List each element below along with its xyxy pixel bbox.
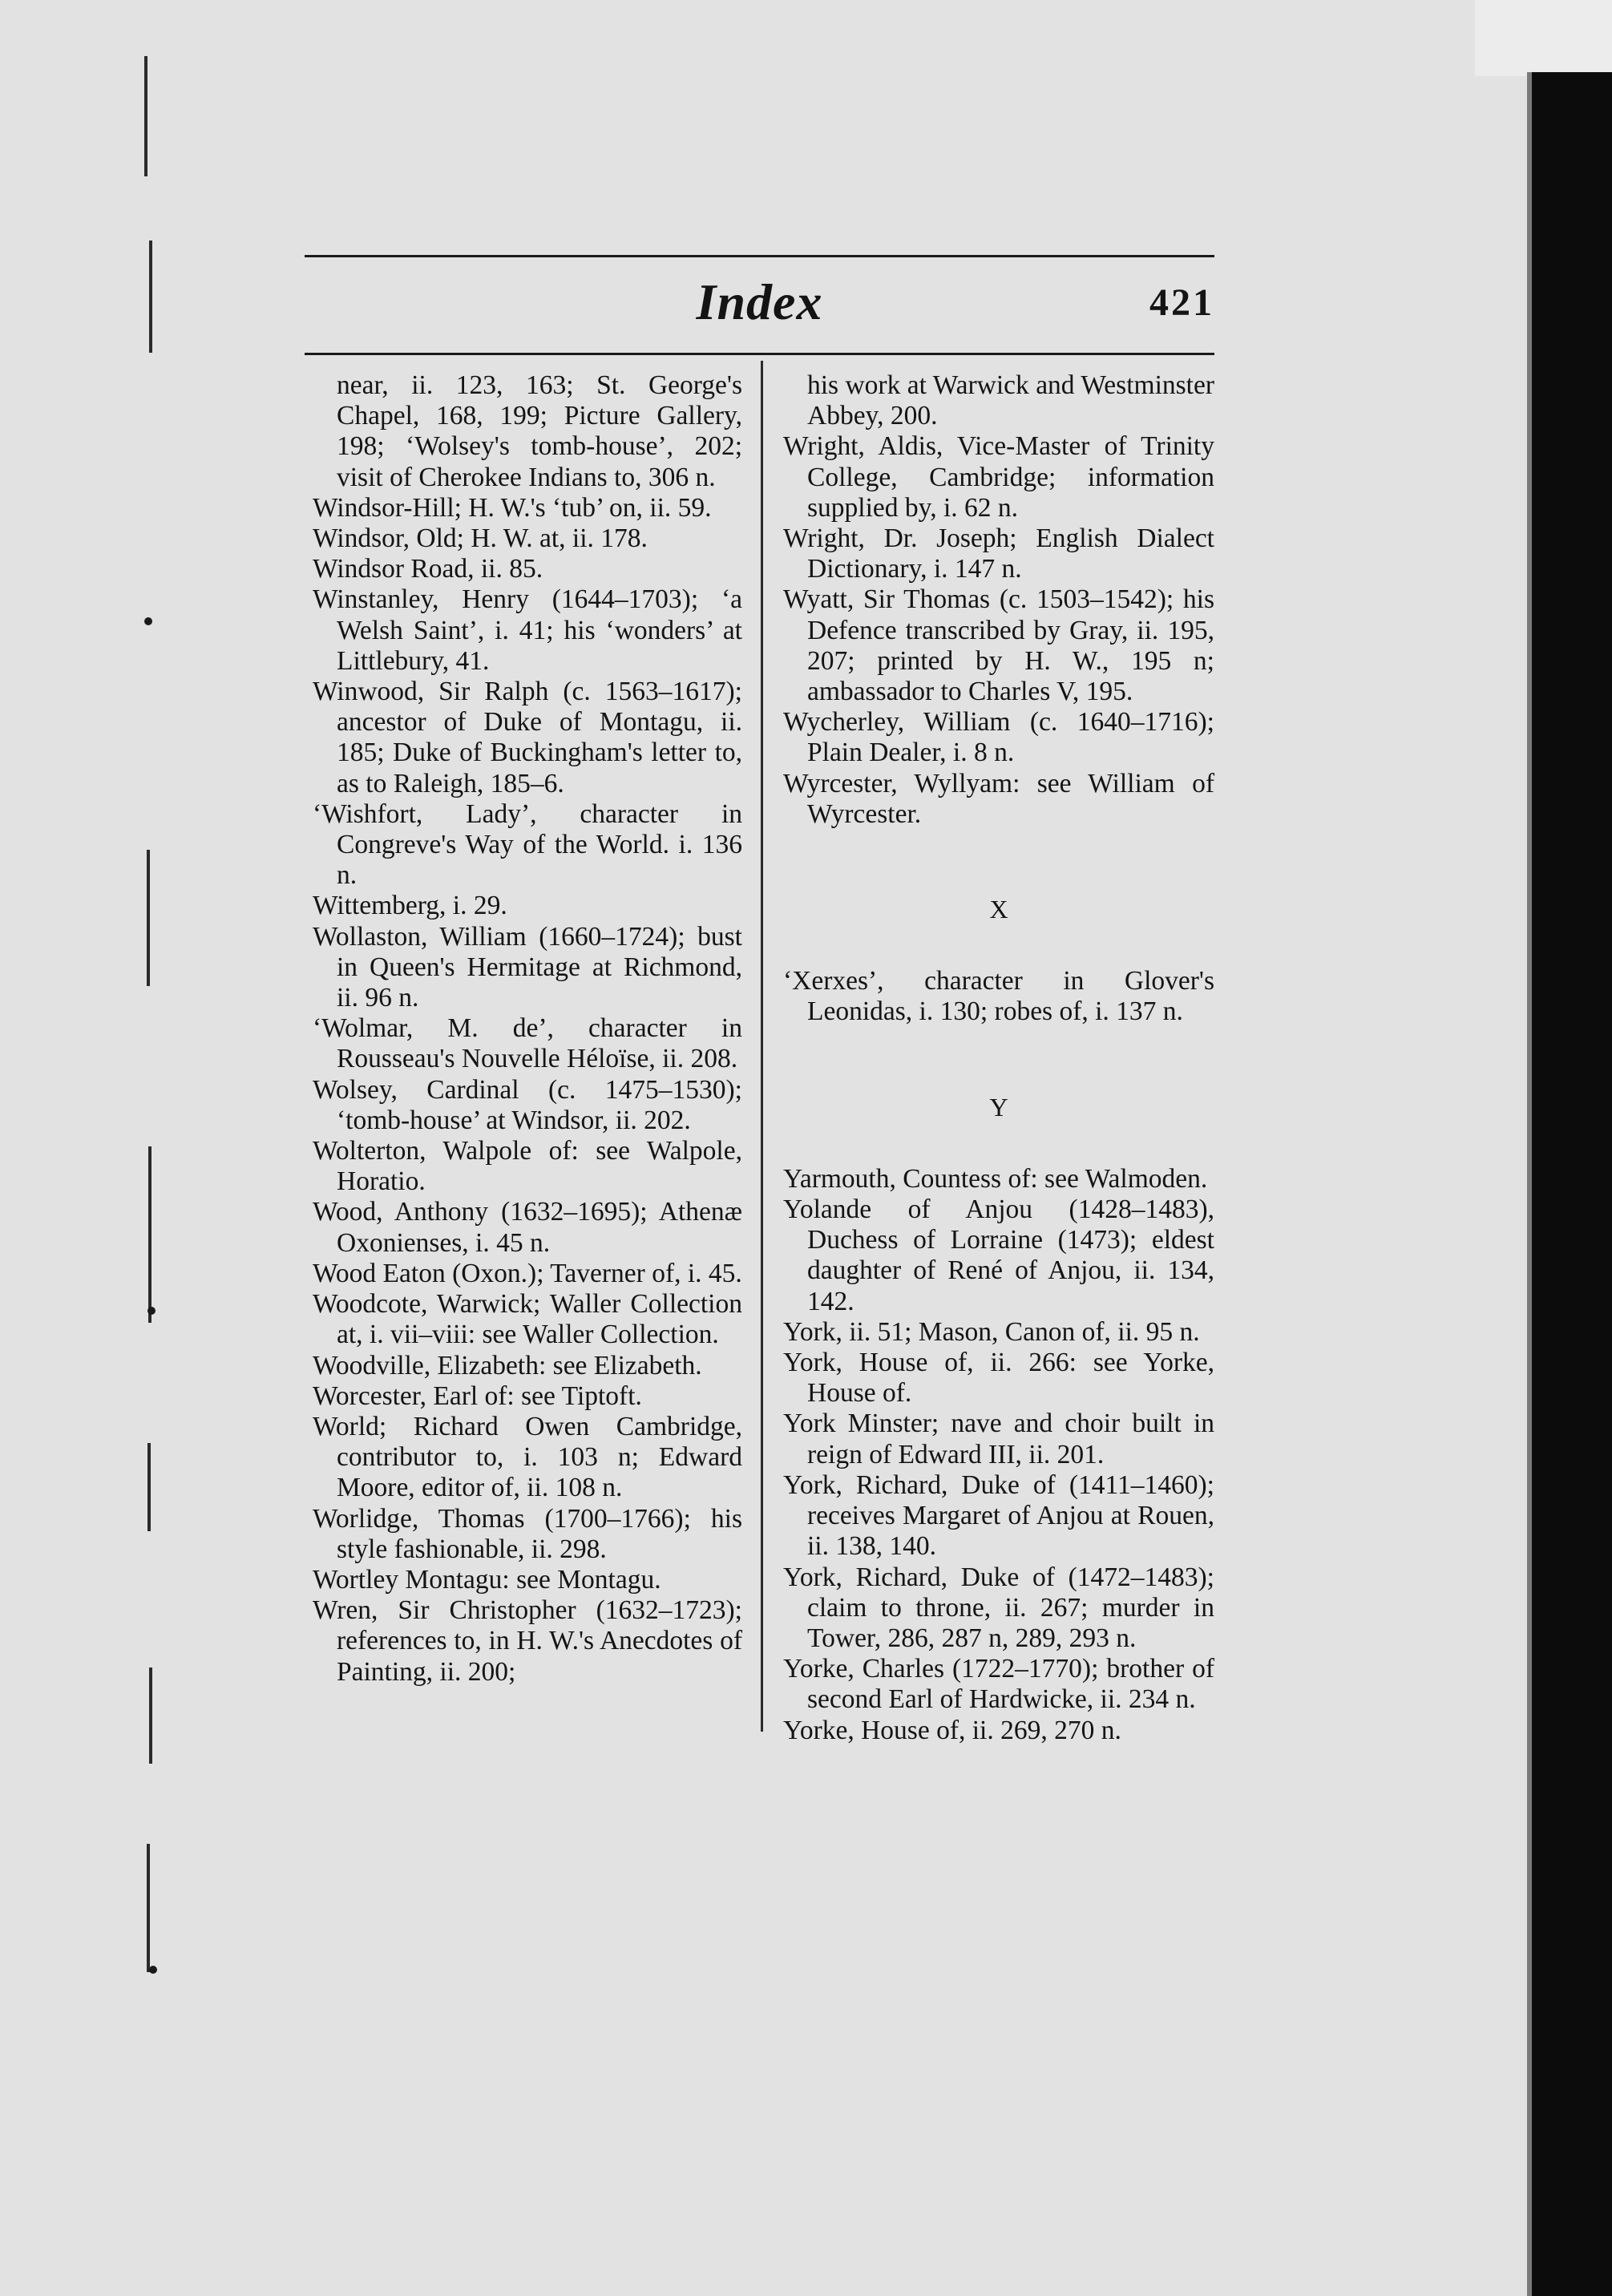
index-entry: Wolsey, Cardinal (c. 1475–1530); ‘tomb-house’ at Windsor, ii. 202.: [313, 1074, 742, 1135]
index-entry: Wolterton, Walpole of: see Walpole, Horatio.: [313, 1136, 742, 1197]
index-entry: ‘Wolmar, M. de’, character in Rousseau's Nouvelle Héloïse, ii. 208.: [313, 1013, 742, 1074]
index-entries-y: [783, 1164, 1214, 1746]
page-title: Index: [696, 273, 823, 330]
index-entries-x: [783, 966, 1214, 1027]
index-entry: Wyrcester, Wyllyam: see William of Wyrcester.: [783, 768, 1214, 829]
scan-border-right: [1527, 72, 1612, 2296]
binding-gutter-line: [149, 241, 152, 353]
index-entry: Windsor-Hill; H. W.'s ‘tub’ on, ii. 59.: [313, 492, 712, 523]
index-entry: Winwood, Sir Ralph (c. 1563–1617); ancestor of Duke of Montagu, ii. 185; Duke of Buckingham's letter to, as to Raleigh, 185–6.: [313, 677, 742, 798]
index-entry: Woodcote, Warwick; Waller Collection at, i. vii–viii: see Waller Collection.: [313, 1289, 742, 1350]
index-entry: Wycherley, William (c. 1640–1716); Plain Dealer, i. 8 n.: [783, 707, 1214, 768]
index-entry: Windsor Road, ii. 85.: [313, 554, 543, 584]
index-entry: near, ii. 123, 163; St. George's Chapel, 168, 199; Picture Gallery, 198; ‘Wolsey's tomb-house’, 202; visit of Cherokee Indians to, 306 n.: [337, 370, 742, 492]
binding-mark: [149, 1966, 157, 1974]
page-number: 421: [1149, 281, 1214, 324]
index-entry: York, Richard, Duke of (1411–1460); receives Margaret of Anjou at Rouen, ii. 138, 140.: [783, 1469, 1214, 1562]
index-entry: Wood Eaton (Oxon.); Taverner of, i. 45.: [313, 1258, 742, 1288]
binding-gutter-line: [149, 1667, 152, 1764]
index-entry: ‘Xerxes’, character in Glover's Leonidas, i. 130; robes of, i. 137 n.: [783, 966, 1214, 1027]
index-entry: ‘Wishfort, Lady’, character in Congreve's Way of the World. i. 136 n.: [313, 798, 742, 891]
index-entry: Wittemberg, i. 29.: [313, 891, 507, 921]
section-heading-y: Y: [989, 1092, 1008, 1122]
index-column-right: [783, 370, 1214, 1746]
index-entry: York, Richard, Duke of (1472–1483); claim to throne, ii. 267; murder in Tower, 286, 287 n, 289, 293 n.: [783, 1562, 1214, 1653]
index-entry: York Minster; nave and choir built in reign of Edward III, ii. 201.: [783, 1409, 1214, 1469]
binding-gutter-line: [144, 56, 147, 176]
binding-gutter-line: [147, 1443, 151, 1531]
index-entries-w: [783, 370, 1214, 830]
header-bottom-rule: [305, 353, 1214, 355]
index-entry: his work at Warwick and Westminster Abbey, 200.: [807, 370, 1214, 431]
binding-mark: [147, 1307, 156, 1315]
index-entry: Wren, Sir Christopher (1632–1723); references to, in H. W.'s Anecdotes of Painting, ii. 200;: [313, 1595, 742, 1687]
index-entry: World; Richard Owen Cambridge, contributor to, i. 103 n; Edward Moore, editor of, ii. 108 n.: [313, 1411, 742, 1503]
index-entry: Wollaston, William (1660–1724); bust in Queen's Hermitage at Richmond, ii. 96 n.: [313, 921, 742, 1013]
binding-gutter-line: [148, 1146, 152, 1323]
index-entry: Wright, Aldis, Vice-Master of Trinity College, Cambridge; information supplied by, i. 62 n.: [783, 431, 1214, 523]
index-entry: Windsor, Old; H. W. at, ii. 178.: [313, 523, 648, 554]
index-entry: Yorke, House of, ii. 269, 270 n.: [783, 1715, 1121, 1745]
page-header: [305, 257, 1214, 353]
index-entry: York, ii. 51; Mason, Canon of, ii. 95 n.: [783, 1316, 1200, 1347]
index-column-left: [313, 370, 742, 1688]
index-entry: Worcester, Earl of: see Tiptoft.: [313, 1380, 642, 1411]
column-divider: [761, 361, 763, 1732]
index-entry: Woodville, Elizabeth: see Elizabeth.: [313, 1350, 702, 1380]
index-entry: Wright, Dr. Joseph; English Dialect Dictionary, i. 147 n.: [783, 523, 1214, 584]
scan-margin-top: [1475, 0, 1612, 76]
index-entry: Yarmouth, Countess of: see Walmoden.: [783, 1163, 1208, 1194]
binding-mark: [144, 617, 152, 625]
index-entry: York, House of, ii. 266: see Yorke, House of.: [783, 1348, 1214, 1409]
section-heading-x: X: [989, 895, 1008, 924]
binding-gutter-line: [147, 850, 150, 986]
index-entry: Yolande of Anjou (1428–1483), Duchess of Lorraine (1473); eldest daughter of René of Anjou, ii. 134, 142.: [783, 1194, 1214, 1316]
index-entry: Wortley Montagu: see Montagu.: [313, 1564, 661, 1595]
index-entry: Wood, Anthony (1632–1695); Athenæ Oxonienses, i. 45 n.: [313, 1197, 742, 1258]
index-entry: Yorke, Charles (1722–1770); brother of second Earl of Hardwicke, ii. 234 n.: [783, 1654, 1214, 1715]
index-entry: Winstanley, Henry (1644–1703); ‘a Welsh Saint’, i. 41; his ‘wonders’ at Littlebury, 41.: [313, 584, 742, 676]
index-entry: Worlidge, Thomas (1700–1766); his style fashionable, ii. 298.: [313, 1503, 742, 1564]
scan-border-shadow: [1527, 72, 1532, 2296]
binding-gutter-line: [147, 1844, 150, 1972]
index-entry: Wyatt, Sir Thomas (c. 1503–1542); his Defence transcribed by Gray, ii. 195, 207; printed by H. W., 195 n; ambassador to Charles V, 195.: [783, 584, 1214, 707]
